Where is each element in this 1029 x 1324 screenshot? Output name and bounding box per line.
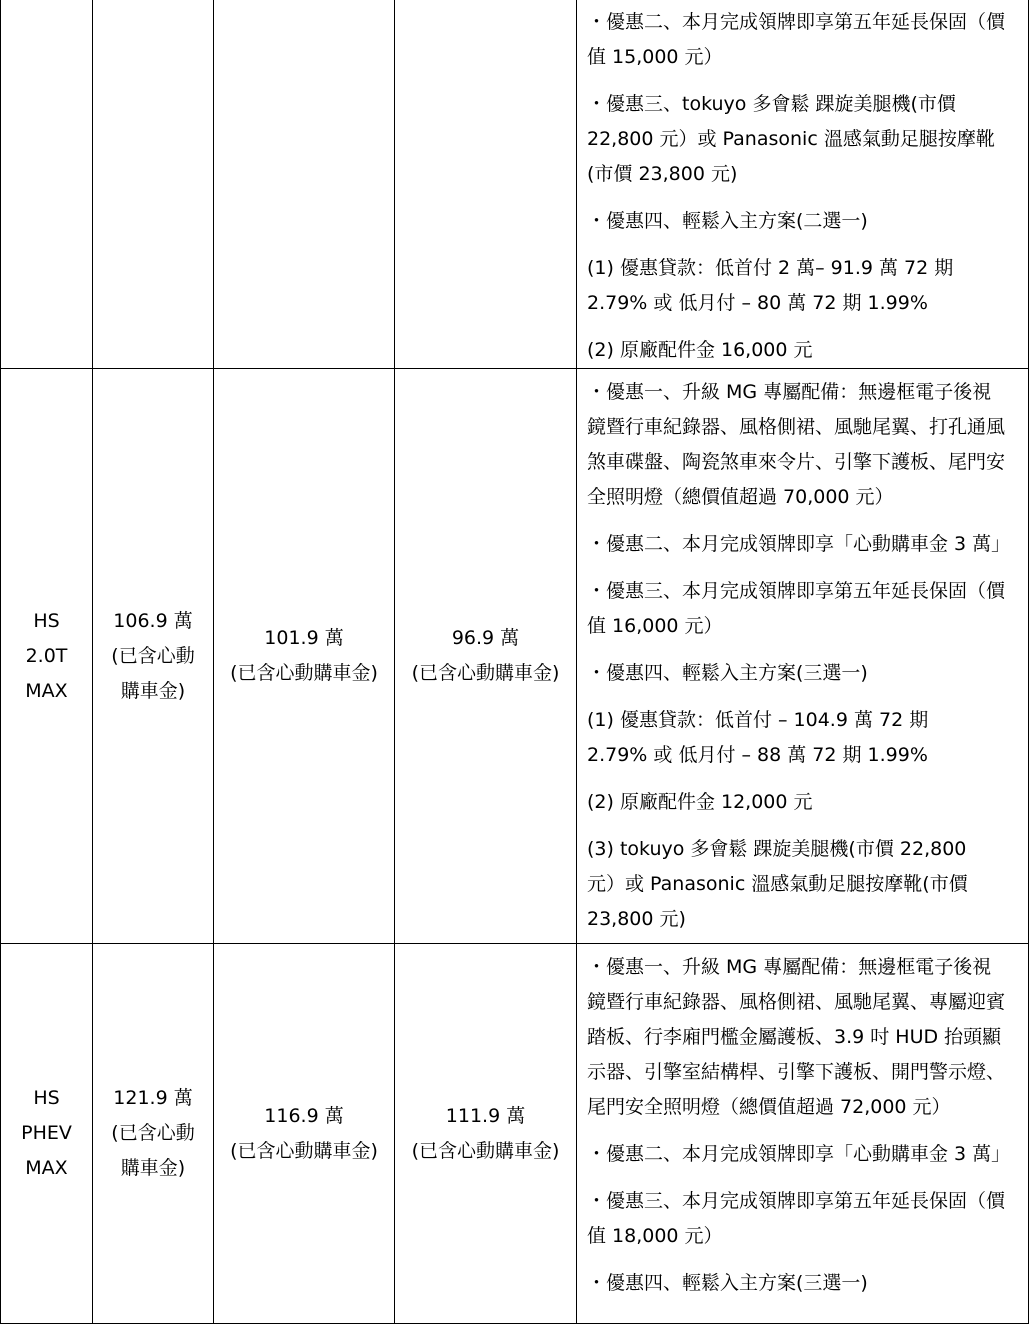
promo-item bbox=[587, 950, 1018, 1125]
promo-item bbox=[587, 333, 1018, 368]
price-cell bbox=[93, 369, 214, 944]
table-row bbox=[1, 369, 1029, 944]
model-cell-line: HS bbox=[33, 1087, 60, 1109]
promo-line: ・優惠三、tokuyo 多會鬆 踝旋美腿機(市價 bbox=[587, 93, 956, 115]
promo-line: 2.79% 或 低月付 – 88 萬 72 期 1.99% bbox=[587, 744, 928, 766]
promo-line: 鏡暨行車紀錄器、風格側裙、風馳尾翼、打孔通風 bbox=[587, 416, 1006, 438]
promo-line: ・優惠三、本月完成領牌即享第五年延長保固（價 bbox=[587, 1190, 1006, 1212]
promo-item bbox=[587, 832, 1018, 937]
promo-line: 踏板、行李廂門檻金屬護板、3.9 吋 HUD 抬頭顯 bbox=[587, 1026, 1002, 1048]
price-cell bbox=[93, 944, 214, 1324]
promo-item bbox=[587, 251, 1018, 321]
promo-line: (1) 優惠貸款：低首付 2 萬– 91.9 萬 72 期 bbox=[587, 257, 954, 279]
price-cell-line: 121.9 萬 bbox=[113, 1087, 193, 1109]
promo-item bbox=[587, 375, 1018, 515]
promo-item bbox=[587, 703, 1018, 773]
promo-line: 值 16,000 元） bbox=[587, 615, 723, 637]
promo-line: 尾門安全照明燈（總價值超過 72,000 元） bbox=[587, 1096, 951, 1118]
model-cell-line: MAX bbox=[25, 679, 68, 702]
model-cell bbox=[1, 0, 93, 369]
price-cell-line: 116.9 萬 bbox=[264, 1104, 344, 1127]
model-cell-line: HS bbox=[33, 609, 60, 632]
promo-line: 23,800 元) bbox=[587, 908, 686, 930]
promo-line: ・優惠二、本月完成領牌即享「心動購車金 3 萬」 bbox=[587, 533, 1011, 555]
promo-line: ・優惠二、本月完成領牌即享「心動購車金 3 萬」 bbox=[587, 1143, 1011, 1165]
promo-item bbox=[587, 87, 1018, 192]
promo-line: ・優惠二、本月完成領牌即享第五年延長保固（價 bbox=[587, 11, 1006, 33]
price-cell bbox=[395, 0, 577, 369]
price-cell bbox=[214, 0, 395, 369]
model-cell bbox=[1, 369, 93, 944]
promo-line: 值 15,000 元） bbox=[587, 46, 723, 68]
promo-line: 全照明燈（總價值超過 70,000 元） bbox=[587, 486, 894, 508]
promo-item bbox=[587, 204, 1018, 239]
price-cell bbox=[395, 369, 577, 944]
promo-line: 2.79% 或 低月付 – 80 萬 72 期 1.99% bbox=[587, 292, 928, 314]
promo-item bbox=[587, 1266, 1018, 1301]
price-cell-line: 96.9 萬 bbox=[451, 627, 520, 649]
table-row bbox=[1, 0, 1029, 369]
promo-cell bbox=[577, 369, 1029, 944]
promo-item bbox=[587, 5, 1018, 75]
promo-item bbox=[587, 527, 1018, 562]
price-cell-line: 101.9 萬 bbox=[264, 627, 344, 649]
price-cell-line: (已含心動購車金) bbox=[230, 1139, 378, 1162]
promo-line: 鏡暨行車紀錄器、風格側裙、風馳尾翼、專屬迎賓 bbox=[587, 991, 1006, 1013]
promo-line: 示器、引擎室結構桿、引擎下護板、開門警示燈、 bbox=[587, 1061, 1006, 1083]
price-cell-line: (已含心動 bbox=[111, 644, 195, 667]
price-cell bbox=[93, 0, 214, 369]
promo-item bbox=[587, 1137, 1018, 1172]
promo-line: 值 18,000 元） bbox=[587, 1225, 723, 1247]
promo-line: ・優惠三、本月完成領牌即享第五年延長保固（價 bbox=[587, 580, 1006, 602]
price-cell-line: (已含心動購車金) bbox=[411, 1139, 560, 1162]
promo-line: 元）或 Panasonic 溫感氣動足腿按摩靴(市價 bbox=[587, 873, 968, 895]
price-cell-line: 111.9 萬 bbox=[445, 1104, 526, 1127]
promo-item bbox=[587, 656, 1018, 691]
promo-item bbox=[587, 785, 1018, 820]
promo-line: (2) 原廠配件金 12,000 元 bbox=[587, 791, 813, 813]
price-cell-line: 購車金) bbox=[120, 1157, 186, 1179]
promo-line: (市價 23,800 元) bbox=[587, 163, 738, 185]
price-cell bbox=[214, 369, 395, 944]
promo-cell bbox=[577, 0, 1029, 369]
promo-line: 22,800 元）或 Panasonic 溫感氣動足腿按摩靴 bbox=[587, 128, 995, 150]
promo-line: (2) 原廠配件金 16,000 元 bbox=[587, 339, 813, 361]
promo-line: (1) 優惠貸款：低首付 – 104.9 萬 72 期 bbox=[587, 709, 929, 731]
promo-item bbox=[587, 1184, 1018, 1254]
price-cell-line: 購車金) bbox=[120, 679, 186, 702]
promo-line: ・優惠一、升級 MG 專屬配備：無邊框電子後視 bbox=[587, 956, 992, 978]
price-cell-line: (已含心動購車金) bbox=[411, 662, 560, 684]
price-cell-line: 106.9 萬 bbox=[113, 609, 193, 632]
price-cell-line: (已含心動 bbox=[111, 1122, 195, 1144]
promo-item bbox=[587, 574, 1018, 644]
promo-line: ・優惠四、輕鬆入主方案(三選一) bbox=[587, 1272, 868, 1294]
promo-line: ・優惠四、輕鬆入主方案(二選一) bbox=[587, 210, 868, 232]
price-cell-line: (已含心動購車金) bbox=[230, 662, 378, 684]
promo-line: ・優惠一、升級 MG 專屬配備：無邊框電子後視 bbox=[587, 381, 992, 403]
promo-line: ・優惠四、輕鬆入主方案(三選一) bbox=[587, 662, 868, 684]
model-cell-line: PHEV bbox=[21, 1122, 72, 1144]
price-cell bbox=[395, 944, 577, 1324]
promo-cell bbox=[577, 944, 1029, 1324]
promo-line: 煞車碟盤、陶瓷煞車來令片、引擎下護板、尾門安 bbox=[587, 451, 1006, 473]
model-cell bbox=[1, 944, 93, 1324]
price-cell bbox=[214, 944, 395, 1324]
model-cell-line: 2.0T bbox=[25, 644, 68, 667]
promo-line: (3) tokuyo 多會鬆 踝旋美腿機(市價 22,800 bbox=[587, 838, 967, 860]
table-row bbox=[1, 944, 1029, 1324]
model-cell-line: MAX bbox=[25, 1157, 68, 1179]
